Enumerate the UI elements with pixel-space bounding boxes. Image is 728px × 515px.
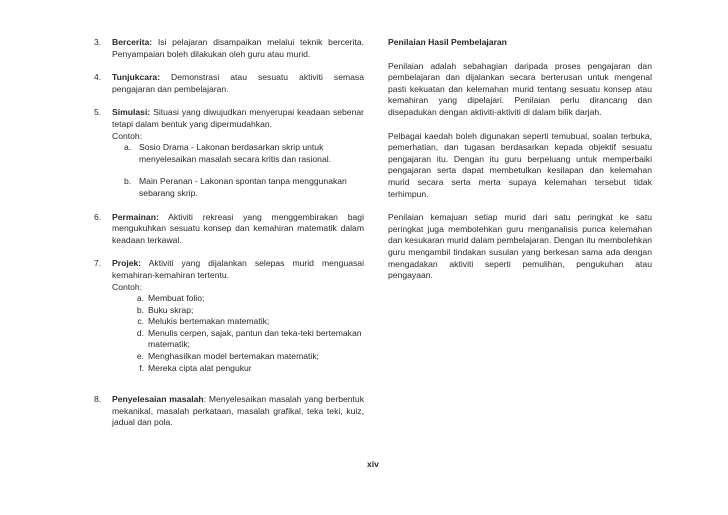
item-text: Aktiviti yang dijalankan selepas murid menguasai kemahiran-kemahiran tertentu. xyxy=(112,258,364,280)
item-number: 4. xyxy=(94,72,102,83)
sub-letter: b. xyxy=(124,176,132,187)
sub-text: Buku skrap; xyxy=(148,304,194,315)
page-number: xiv xyxy=(367,459,379,469)
item-title: Tunjukcara: xyxy=(112,72,161,83)
item-text: Situasi yang diwujudkan menyerupai keadaan sebenar tetapi dalam bentuk yang dipermudahkan. xyxy=(112,107,364,129)
item-text: : Menyelesaikan masalah yang berbentuk mekanikal, masalah perkataan, masalah grafikal, teka teki, kuiz, jadual dan pola. xyxy=(112,394,365,428)
item-number: 5. xyxy=(94,107,102,118)
item-title: Projek: xyxy=(112,258,142,269)
sub-text: Melukis bertemakan matematik; xyxy=(148,316,270,327)
sub-item xyxy=(124,142,364,165)
left-column xyxy=(94,37,364,429)
sub-item xyxy=(122,363,364,375)
item-number: 3. xyxy=(94,37,102,47)
item-title: Bercerita: xyxy=(112,37,153,47)
item-text: Demonstrasi atau sesuatu aktiviti semasa pengajaran dan pembelajaran. xyxy=(112,72,364,94)
sub-item xyxy=(122,316,364,328)
contoh-label: Contoh: xyxy=(112,130,143,141)
sub-text: Menghasilkan model bertemakan matematik; xyxy=(148,351,320,362)
contoh-label: Contoh: xyxy=(112,281,143,292)
right-column xyxy=(388,37,652,282)
item-number: 6. xyxy=(94,211,102,222)
sub-item xyxy=(122,351,364,363)
sub-text: Mereka cipta alat pengukur xyxy=(148,362,252,373)
sub-item xyxy=(124,176,364,199)
paragraph-3: Penilaian kemajuan setiap murid dari satu peringkat ke satu peringkat juga membolehkan guru menganalisis punca kelemahan dan kesukaran murid dalam pembelajaran. Dengan itu membolehkan guru mengambil tindakan susulan yang berkesan sama ada dengan mengadakan aktiviti seperti pemulihan, pengukuhan atau pengayaan. xyxy=(388,212,652,281)
sub-item xyxy=(122,328,364,351)
list-item-tunjukcara xyxy=(94,72,364,95)
paragraph-1: Penilaian adalah sebahagian daripada proses pengajaran dan pembelajaran dan dijalankan secara berterusan untuk mengenal pasti kekuatan dan kelemahan murid tentang sesuatu konsep atau kemahiran yang dipelajari. Penilaian perlu dirancang dan disepadukan dengan aktiviti-aktiviti di dalam bilik darjah. xyxy=(388,60,652,117)
list-item-permainan xyxy=(94,212,364,247)
sub-text: Sosio Drama - Lakonan berdasarkan skrip untuk menyelesaikan masalah secara kritis dan rasional. xyxy=(139,142,332,164)
section-heading: Penilaian Hasil Pembelajaran xyxy=(388,37,507,47)
paragraph-2: Pelbagai kaedah boleh digunakan seperti temubual, soalan terbuka, pemerhatian, dan tugasan berdasarkan kepada objektif sesuatu pengajaran itu. Dengan itu guru berpeluang untuk memperbaiki pengajaran serta dapat membetulkan kesilapan dan kelemahan murid secara serta merta supaya kelemahan tersebut tidak terhimpun. xyxy=(388,130,652,199)
item-text: Isi pelajaran disampaikan melalui teknik bercerita. Penyampaian boleh dilakukan oleh guru atau murid. xyxy=(112,37,364,59)
item-text: Aktiviti rekreasi yang menggembirakan bagi mengukuhkan sesuatu konsep dan kemahiran matematik dalam keadaan terkawal. xyxy=(112,211,364,245)
sub-letter: f. xyxy=(139,362,144,373)
sub-letter: b. xyxy=(136,304,144,315)
sub-text: Membuat folio; xyxy=(148,293,205,304)
item-number: 7. xyxy=(94,258,102,269)
list-item-penyelesaian-masalah xyxy=(94,394,364,429)
sub-item xyxy=(122,293,364,305)
list-item-projek xyxy=(94,258,364,374)
item-title: Penyelesaian masalah xyxy=(112,394,204,405)
sub-text: Menulis cerpen, sajak, pantun dan teka-teki bertemakan matematik; xyxy=(148,327,362,350)
sub-letter: c. xyxy=(137,316,144,327)
list-item-bercerita xyxy=(94,37,364,60)
sub-text: Main Peranan - Lakonan spontan tanpa menggunakan sebarang skrip. xyxy=(139,176,347,198)
item-number: 8. xyxy=(94,394,102,405)
item-title: Permainan: xyxy=(112,211,159,222)
list-item-simulasi xyxy=(94,107,364,199)
sub-item xyxy=(122,305,364,317)
sub-letter: a. xyxy=(124,142,132,153)
item-title: Simulasi: xyxy=(112,107,151,118)
sub-letter: e. xyxy=(136,351,144,362)
sub-letter: d. xyxy=(136,327,144,338)
sub-letter: a. xyxy=(136,293,144,304)
